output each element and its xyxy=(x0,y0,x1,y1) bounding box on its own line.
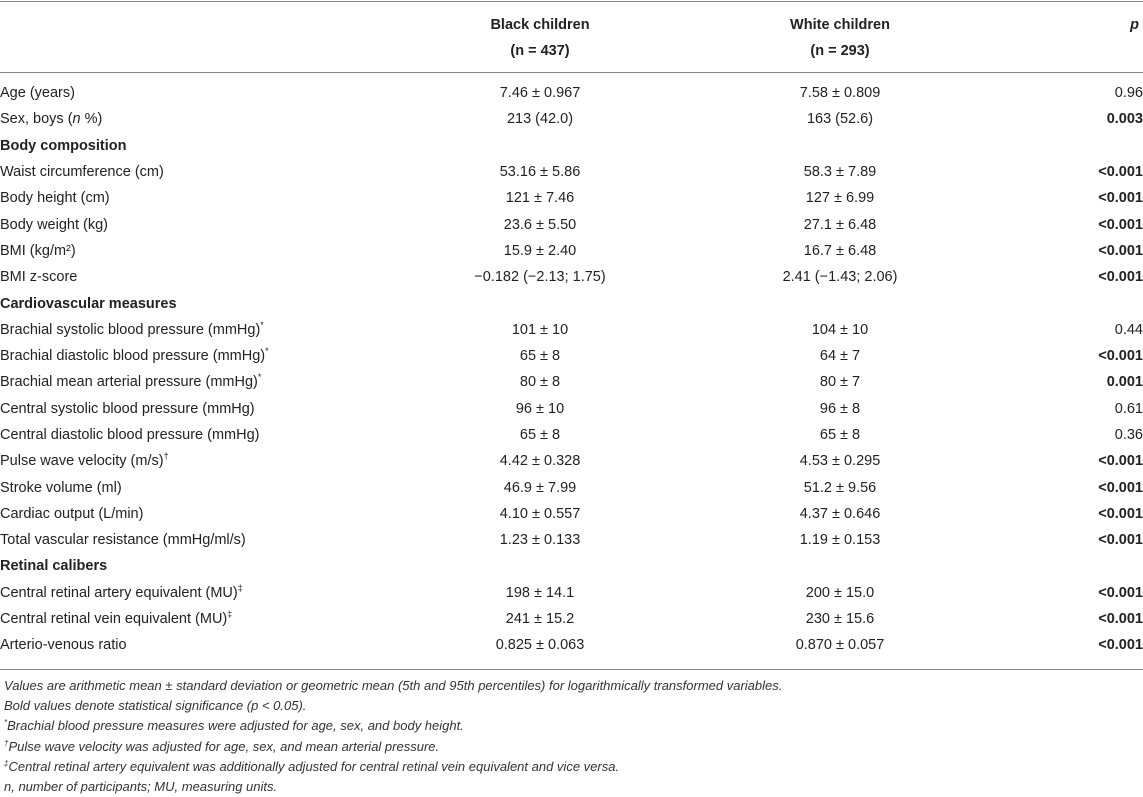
row-label xyxy=(0,343,390,369)
table-row xyxy=(0,527,1143,553)
row-label xyxy=(0,211,390,237)
row-label xyxy=(0,527,390,553)
row-label-text: Body height (cm) xyxy=(0,190,110,207)
table-row xyxy=(0,501,1143,527)
row-label-text: Body weight (kg) xyxy=(0,216,108,233)
footnote-brachial-marker: * xyxy=(4,718,8,728)
section-heading: Cardiovascular measures xyxy=(0,295,177,312)
row-label xyxy=(0,580,390,606)
table-footnotes xyxy=(4,676,1139,797)
section-heading: Body composition xyxy=(0,137,127,154)
table-top-rule xyxy=(0,1,1143,2)
table-row xyxy=(0,632,1143,658)
row-label xyxy=(0,264,390,290)
row-label xyxy=(0,422,390,448)
table-row xyxy=(0,80,1143,106)
table-bottom-rule xyxy=(0,669,1143,670)
row-label xyxy=(0,448,390,474)
white-children-value: 1.19 ± 0.153 xyxy=(799,532,881,549)
data-table-body xyxy=(0,80,1143,659)
table-row xyxy=(0,606,1143,632)
black-children-value: 23.6 ± 5.50 xyxy=(503,216,577,233)
p-value: <0.001 xyxy=(1098,216,1143,233)
table-row xyxy=(0,317,1143,343)
footnote-marker: † xyxy=(163,451,169,462)
white-children-value: 58.3 ± 7.89 xyxy=(803,164,877,181)
black-children-value: 15.9 ± 2.40 xyxy=(503,242,577,259)
row-label-tail: %) xyxy=(80,111,103,128)
row-label xyxy=(0,185,390,211)
white-children-value: 96 ± 8 xyxy=(819,400,861,417)
row-label-text: Central retinal vein equivalent (MU) xyxy=(0,611,228,628)
row-label-text: Cardiac output (L/min) xyxy=(0,505,144,522)
footnote-marker: * xyxy=(265,346,269,357)
p-value: 0.001 xyxy=(1106,374,1143,391)
table-row xyxy=(0,396,1143,422)
table-row xyxy=(0,422,1143,448)
black-children-value: 101 ± 10 xyxy=(511,321,569,338)
black-children-value: 121 ± 7.46 xyxy=(505,190,575,207)
header-white-title: White children xyxy=(790,17,890,33)
table-row xyxy=(0,106,1143,132)
p-value: <0.001 xyxy=(1098,453,1143,470)
p-value: <0.001 xyxy=(1098,505,1143,522)
footnote-pwv-marker: † xyxy=(4,738,9,748)
row-label-text: Brachial mean arterial pressure (mmHg) xyxy=(0,374,258,391)
p-value: 0.44 xyxy=(1114,321,1143,338)
section-heading-row xyxy=(0,553,1143,579)
black-children-value: 4.42 ± 0.328 xyxy=(499,453,581,470)
p-value: <0.001 xyxy=(1098,611,1143,628)
footnote-bold: Bold values denote statistical significance (p < 0.05). xyxy=(4,698,307,714)
p-value: <0.001 xyxy=(1098,637,1143,654)
white-children-value: 16.7 ± 6.48 xyxy=(803,242,877,259)
p-value: 0.36 xyxy=(1114,427,1143,443)
white-children-value: 200 ± 15.0 xyxy=(805,584,875,601)
footnote-brachial-text: Brachial blood pressure measures were adjusted for age, sex, and body height. xyxy=(7,718,464,734)
black-children-value: 213 (42.0) xyxy=(506,111,574,128)
row-label xyxy=(0,501,390,527)
row-label-text: BMI (kg/m²) xyxy=(0,242,76,259)
p-value: <0.001 xyxy=(1098,348,1143,365)
table-header xyxy=(0,12,1143,70)
p-value: <0.001 xyxy=(1098,269,1143,286)
white-children-value: 163 (52.6) xyxy=(806,111,874,128)
table-row xyxy=(0,264,1143,290)
white-children-value: 230 ± 15.6 xyxy=(805,611,875,628)
black-children-value: 1.23 ± 0.133 xyxy=(499,532,581,549)
black-children-value: 65 ± 8 xyxy=(519,427,561,443)
p-value: 0.61 xyxy=(1114,400,1143,417)
table-row xyxy=(0,238,1143,264)
black-children-value: −0.182 (−2.13; 1.75) xyxy=(474,269,606,286)
table-row xyxy=(0,369,1143,395)
white-children-value: 127 ± 6.99 xyxy=(805,190,875,207)
row-label-text: Pulse wave velocity (m/s) xyxy=(0,453,164,470)
header-white-n: (n = 293) xyxy=(810,43,870,59)
row-label-text: Sex, boys ( xyxy=(0,111,73,128)
row-label-text: Central systolic blood pressure (mmHg) xyxy=(0,400,255,417)
p-value: 0.003 xyxy=(1106,111,1143,128)
table-row xyxy=(0,211,1143,237)
table-row xyxy=(0,580,1143,606)
white-children-value: 2.41 (−1.43; 2.06) xyxy=(782,269,898,286)
white-children-value: 64 ± 7 xyxy=(819,348,861,365)
white-children-value: 65 ± 8 xyxy=(819,427,861,443)
p-value: <0.001 xyxy=(1098,242,1143,259)
white-children-value: 27.1 ± 6.48 xyxy=(803,216,877,233)
row-label xyxy=(0,159,390,185)
footnote-pwv-text: Pulse wave velocity was adjusted for age, sex, and mean arterial pressure. xyxy=(8,738,440,754)
footnote-marker: * xyxy=(260,319,264,330)
section-heading-row xyxy=(0,290,1143,316)
row-label xyxy=(0,606,390,632)
row-label-text: Brachial diastolic blood pressure (mmHg) xyxy=(0,348,266,365)
black-children-value: 4.10 ± 0.557 xyxy=(499,505,581,522)
white-children-value: 0.870 ± 0.057 xyxy=(795,637,885,654)
row-label xyxy=(0,474,390,500)
data-table xyxy=(0,80,1143,659)
row-label xyxy=(0,317,390,343)
black-children-value: 96 ± 10 xyxy=(515,400,565,417)
table-row xyxy=(0,343,1143,369)
row-label-text: Total vascular resistance (mmHg/ml/s) xyxy=(0,532,246,549)
footnote-marker: * xyxy=(257,372,262,383)
black-children-value: 80 ± 8 xyxy=(519,374,561,391)
p-value: <0.001 xyxy=(1098,164,1143,181)
black-children-value: 53.16 ± 5.86 xyxy=(499,164,581,181)
row-label xyxy=(0,238,390,264)
header-black-n: (n = 437) xyxy=(510,43,570,59)
row-label-text: Stroke volume (ml) xyxy=(0,479,122,496)
black-children-value: 65 ± 8 xyxy=(519,348,561,365)
header-black-children xyxy=(390,12,690,64)
footnote-retinal xyxy=(4,757,1139,777)
black-children-value: 198 ± 14.1 xyxy=(505,584,575,601)
footnote-retinal-marker: ‡ xyxy=(4,758,9,768)
table-row xyxy=(0,159,1143,185)
footnote-brachial xyxy=(4,716,1139,736)
table-row xyxy=(0,185,1143,211)
footnote-abbreviations: n, number of participants; MU, measuring units. xyxy=(4,779,278,795)
black-children-value: 241 ± 15.2 xyxy=(505,611,575,628)
row-label xyxy=(0,80,390,106)
footnote-retinal-text: Central retinal artery equivalent was additionally adjusted for central retinal vein equivalent and vice versa. xyxy=(8,758,620,774)
row-label-italic: n xyxy=(72,111,81,128)
row-label-text: Brachial systolic blood pressure (mmHg) xyxy=(0,321,261,338)
row-label xyxy=(0,369,390,395)
row-label-text: Central retinal artery equivalent (MU) xyxy=(0,584,238,601)
black-children-value: 0.825 ± 0.063 xyxy=(495,637,585,654)
white-children-value: 7.58 ± 0.809 xyxy=(799,85,881,102)
white-children-value: 51.2 ± 9.56 xyxy=(803,479,877,496)
table-row xyxy=(0,448,1143,474)
white-children-value: 80 ± 7 xyxy=(819,374,861,391)
row-label xyxy=(0,632,390,658)
row-label-text: Age (years) xyxy=(0,85,75,102)
row-label-text: Arterio-venous ratio xyxy=(0,637,127,654)
white-children-value: 4.53 ± 0.295 xyxy=(799,453,881,470)
section-heading-row xyxy=(0,133,1143,159)
row-label-text: Waist circumference (cm) xyxy=(0,164,164,181)
white-children-value: 4.37 ± 0.646 xyxy=(799,505,881,522)
footnote-marker: ‡ xyxy=(227,609,233,620)
section-heading: Retinal calibers xyxy=(0,558,108,575)
p-value: <0.001 xyxy=(1098,479,1143,496)
black-children-value: 7.46 ± 0.967 xyxy=(499,85,581,102)
table-header-rule xyxy=(0,72,1143,73)
footnote-pwv xyxy=(4,737,1139,757)
footnote-marker: ‡ xyxy=(237,582,243,593)
footnote-values: Values are arithmetic mean ± standard deviation or geometric mean (5th and 95th percentiles) for logarithmically transformed variables. xyxy=(4,678,783,693)
p-value: <0.001 xyxy=(1098,532,1143,549)
p-value: <0.001 xyxy=(1098,584,1143,601)
header-p-value: p xyxy=(1130,17,1139,33)
p-value: 0.96 xyxy=(1114,85,1143,102)
p-value: <0.001 xyxy=(1098,190,1143,207)
header-white-children xyxy=(690,12,990,64)
row-label xyxy=(0,396,390,422)
row-label xyxy=(0,106,390,132)
black-children-value: 46.9 ± 7.99 xyxy=(503,479,577,496)
header-black-title: Black children xyxy=(490,17,590,33)
table-row xyxy=(0,474,1143,500)
row-label-text: BMI z-score xyxy=(0,269,78,286)
row-label-text: Central diastolic blood pressure (mmHg) xyxy=(0,427,260,443)
white-children-value: 104 ± 10 xyxy=(811,321,869,338)
